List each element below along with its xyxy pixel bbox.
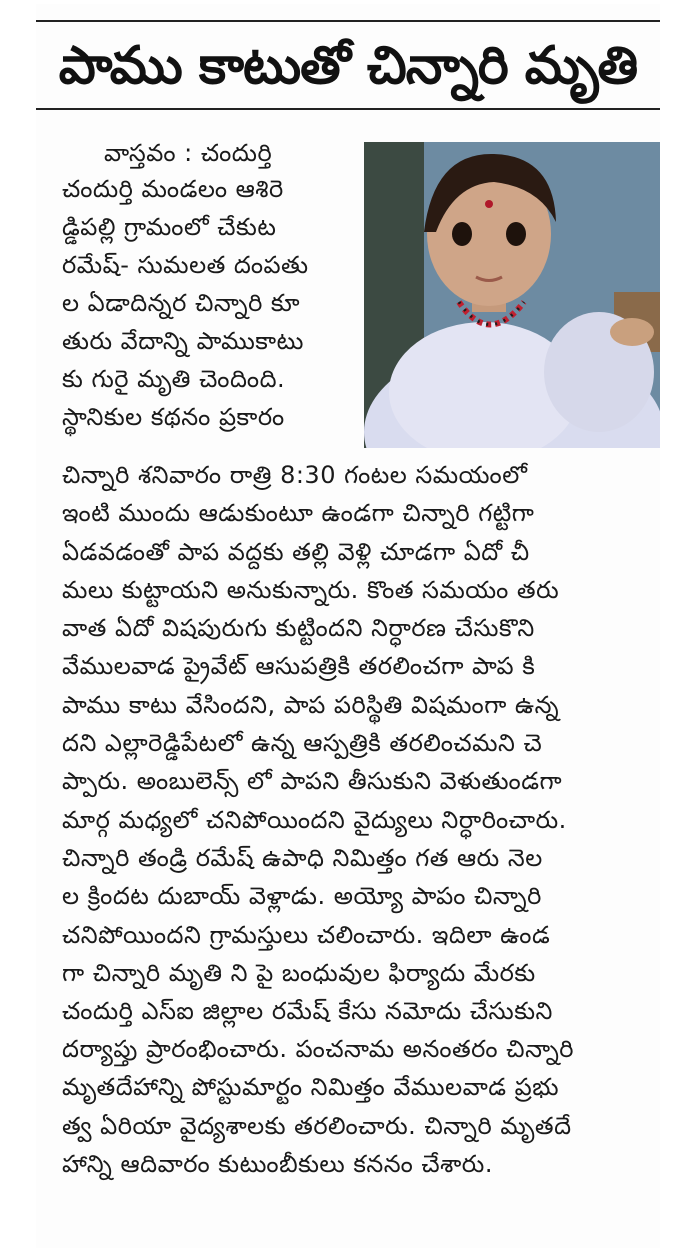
body-line: తురు వేదాన్ని పాముకాటు	[62, 327, 304, 355]
headline: పాము కాటుతో చిన్నారి మృతి	[58, 36, 638, 96]
body-line: డ్డిపల్లి గ్రామంలో చేకుట	[62, 213, 277, 241]
body-line: హాన్ని ఆదివారం కుటుంబీకులు కననం చేశారు.	[62, 1150, 493, 1178]
body-line: కు గురై మృతి చెందింది.	[62, 365, 286, 393]
body-line: మార్గ మధ్యలో చనిపోయిందని వైద్యులు నిర్ధారించారు.	[62, 806, 567, 834]
body-line: వేములవాడ ప్రైవేట్ ఆసుపత్రికి తరలించగా పాప కి	[62, 652, 536, 680]
body-line: ప్పారు. అంబులెన్స్ లో పాపని తీసుకుని వెళుతుండగా	[62, 767, 563, 795]
body-line: చందుర్తి మండలం ఆశిరె	[62, 175, 284, 203]
body-line: పాము కాటు వేసిందని, పాప పరిస్థితి విషమంగా ఉన్న	[62, 691, 560, 719]
dateline: వాస్తవం : చందుర్తి	[104, 139, 273, 167]
body-line: స్థానికుల కథనం ప్రకారం	[62, 403, 285, 431]
body-line: చిన్నారి తండ్రి రమేష్ ఉపాధి నిమిత్తం గత ఆరు నెల	[62, 844, 543, 872]
body-line: చందుర్తి ఎస్ఐ జిల్లాల రమేష్ కేసు నమోదు చేసుకుని	[62, 997, 553, 1025]
child-photo	[364, 142, 660, 448]
body-line: మలు కుట్టాయని అనుకున్నారు. కొంత సమయం తరు	[62, 576, 560, 604]
body-line: త్వ ఏరియా వైద్యశాలకు తరలించారు. చిన్నారి మృతదే	[62, 1112, 572, 1140]
body-line: ఇంటి ముందు ఆడుకుంటూ ఉండగా చిన్నారి గట్టిగా	[62, 499, 535, 527]
headline-top-rule	[36, 20, 660, 22]
body-line: గా చిన్నారి మృతి ని పై బంధువుల ఫిర్యాదు మేరకు	[62, 959, 536, 987]
headline-bottom-rule	[36, 108, 660, 110]
body-line: చిన్నారి శనివారం రాత్రి 8:30 గంటల సమయంలో	[62, 461, 528, 489]
child-photo-illustration	[364, 142, 660, 448]
body-line: దర్యాప్తు ప్రారంభించారు. పంచనామ అనంతరం చిన్నారి	[62, 1035, 575, 1063]
body-line: దని ఎల్లారెడ్డిపేటలో ఉన్న ఆస్పత్రికి తరలించమని చె	[62, 729, 543, 757]
body-line: వాత ఏదో విషపురుగు కుట్టిందని నిర్ధారణ చేసుకొని	[62, 614, 535, 642]
body-line: ల ఏడాదిన్నర చిన్నారి కూ	[62, 289, 300, 317]
body-line: చనిపోయిందని గ్రామస్తులు చలించారు. ఇదిలా ఉండ	[62, 921, 551, 949]
body-line: మృతదేహాన్ని పోస్టుమార్టం నిమిత్తం వేములవాడ ప్రభు	[62, 1073, 560, 1101]
body-line: రమేష్- సుమలత దంపతు	[62, 251, 309, 279]
body-line: ల క్రిందట దుబాయ్ వెళ్లాడు. అయ్యో పాపం చిన్నారి	[62, 882, 542, 910]
body-line: ఏడవడంతో పాప వద్దకు తల్లి వెళ్లి చూడగా ఏదో చీ	[62, 538, 530, 566]
